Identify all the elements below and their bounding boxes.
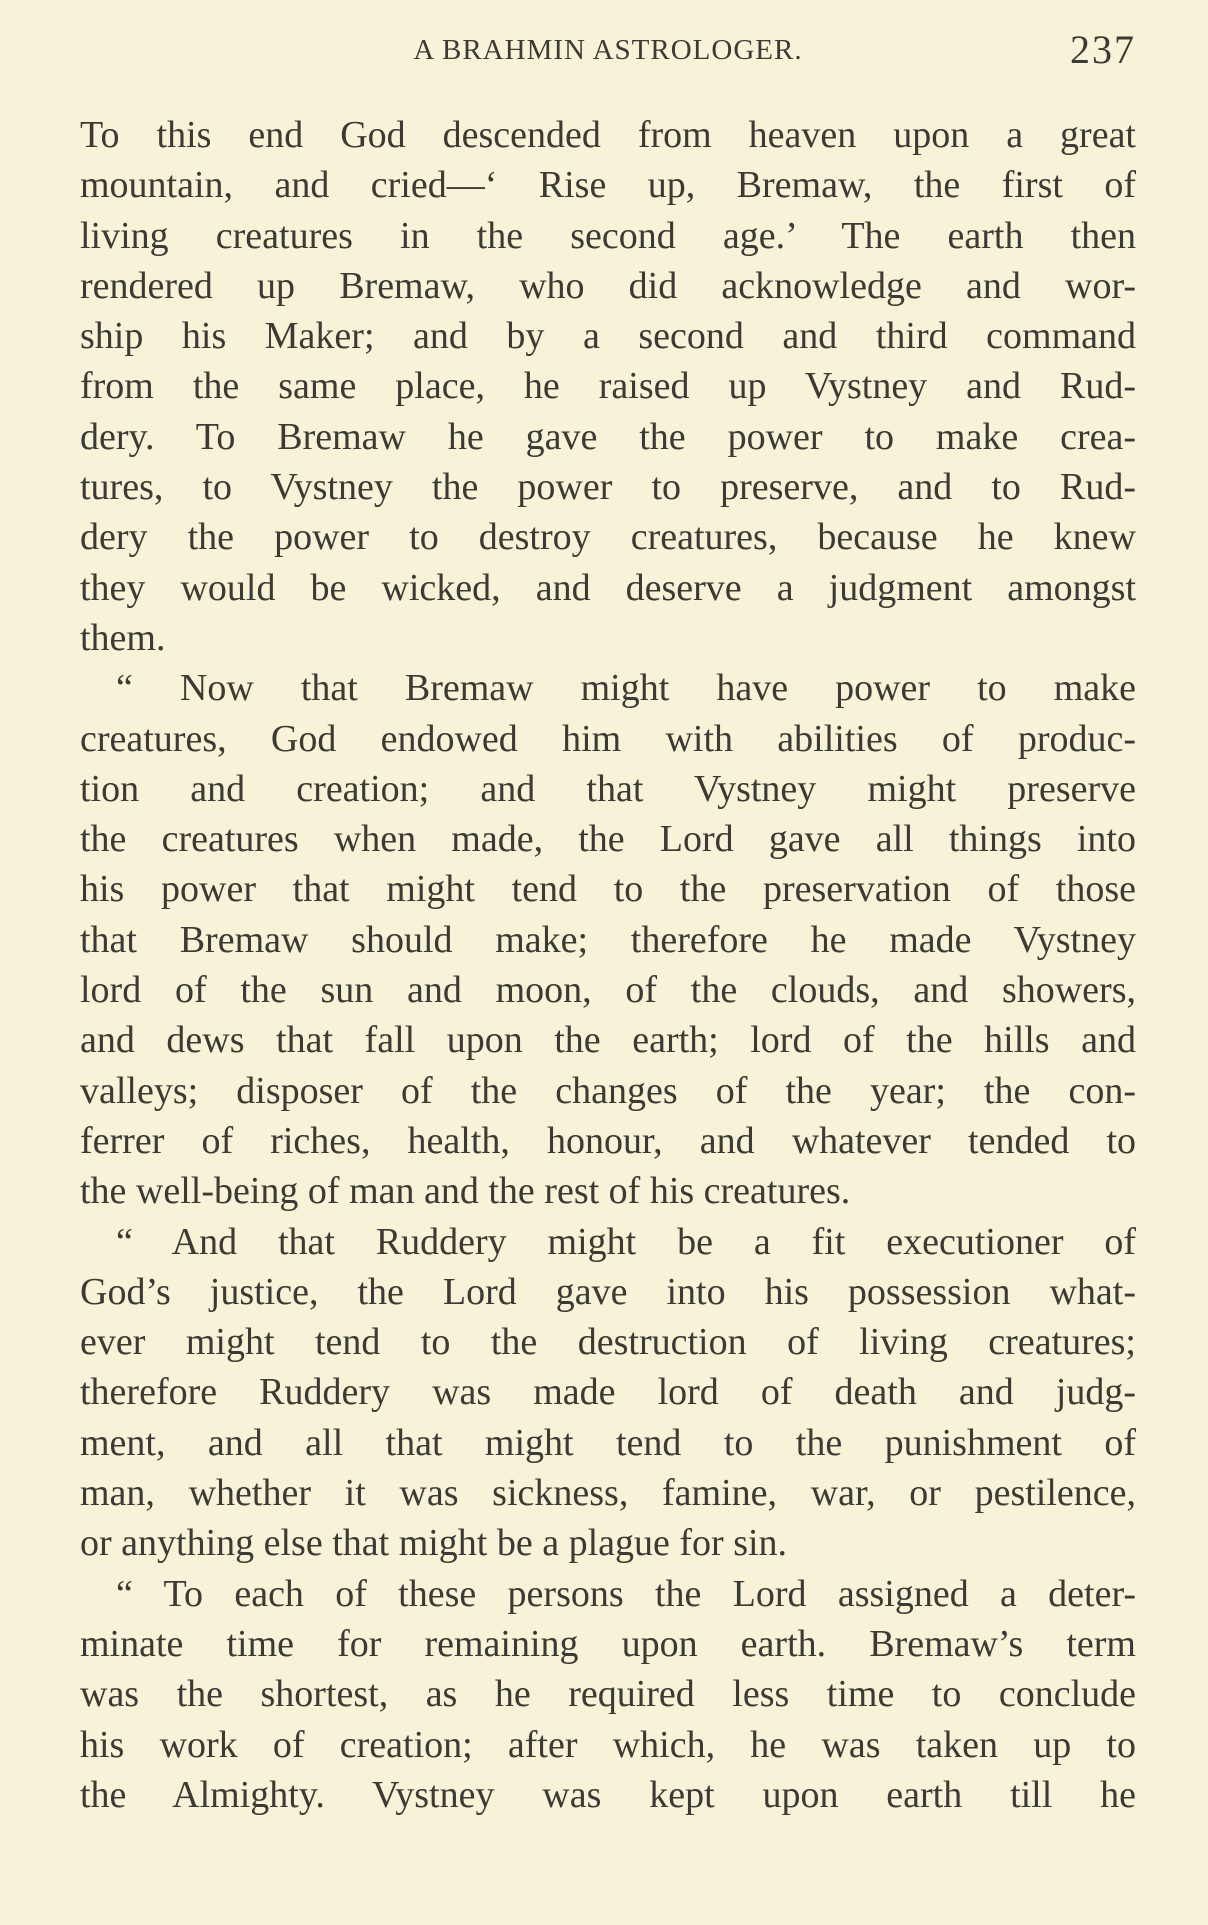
text-line: rendered up Bremaw, who did acknowledge and wor-	[80, 264, 1136, 307]
text-line: from the same place, he raised up Vystney and Rud-	[80, 365, 1136, 408]
text-line: the well-being of man and the rest of his creatures.	[80, 1170, 851, 1213]
text-line: minate time for remaining upon earth. Bremaw’s term	[80, 1622, 1136, 1665]
text-line: mountain, and cried—‘ Rise up, Bremaw, the first of	[80, 164, 1136, 207]
text-line: ment, and all that might tend to the punishment of	[80, 1421, 1136, 1464]
page-body	[80, 110, 1136, 1820]
text-line: ever might tend to the destruction of living creatures;	[80, 1321, 1136, 1364]
text-line: ship his Maker; and by a second and third command	[80, 315, 1136, 358]
text-line: or anything else that might be a plague for sin.	[80, 1522, 788, 1565]
text-line: them.	[80, 616, 166, 659]
paragraph	[80, 1217, 1136, 1569]
text-line: they would be wicked, and deserve a judgment amongst	[80, 566, 1136, 609]
text-line: God’s justice, the Lord gave into his possession what-	[80, 1270, 1136, 1313]
text-line: “ To each of these persons the Lord assigned a deter-	[116, 1572, 1136, 1615]
page-number: 237	[1070, 27, 1136, 72]
text-line: was the shortest, as he required less time to conclude	[80, 1673, 1136, 1716]
text-line: the Almighty. Vystney was kept upon earth till he	[80, 1773, 1136, 1816]
text-line: tures, to Vystney the power to preserve, and to Rud-	[80, 466, 1136, 509]
paragraph	[80, 110, 1136, 663]
text-line: man, whether it was sickness, famine, war, or pestilence,	[80, 1472, 1136, 1515]
text-line: valleys; disposer of the changes of the year; the con-	[80, 1069, 1136, 1112]
text-line: that Bremaw should make; therefore he made Vystney	[80, 918, 1136, 961]
text-line: “ Now that Bremaw might have power to make	[116, 667, 1136, 710]
text-line: therefore Ruddery was made lord of death and judg-	[80, 1371, 1136, 1414]
paragraph	[80, 663, 1136, 1216]
text-line: To this end God descended from heaven upon a great	[80, 114, 1136, 156]
text-line: ferrer of riches, health, honour, and whatever tended to	[80, 1119, 1136, 1162]
text-line: creatures, God endowed him with abilities of produc-	[80, 717, 1136, 760]
text-line: living creatures in the second age.’ The earth then	[80, 214, 1136, 257]
running-title: A BRAHMIN ASTROLOGER.	[413, 34, 803, 66]
text-line: tion and creation; and that Vystney might preserve	[80, 767, 1136, 810]
paragraph	[80, 1569, 1136, 1820]
text-line: lord of the sun and moon, of the clouds, and showers,	[80, 969, 1136, 1012]
text-line: dery. To Bremaw he gave the power to make crea-	[80, 415, 1136, 458]
text-line: and dews that fall upon the earth; lord of the hills and	[80, 1019, 1136, 1062]
text-line: his power that might tend to the preservation of those	[80, 868, 1136, 911]
page-header	[80, 28, 1136, 78]
text-line: his work of creation; after which, he was taken up to	[80, 1723, 1136, 1766]
text-line: “ And that Ruddery might be a fit executioner of	[116, 1220, 1136, 1263]
text-line: dery the power to destroy creatures, because he knew	[80, 516, 1136, 559]
text-line: the creatures when made, the Lord gave all things into	[80, 818, 1136, 861]
